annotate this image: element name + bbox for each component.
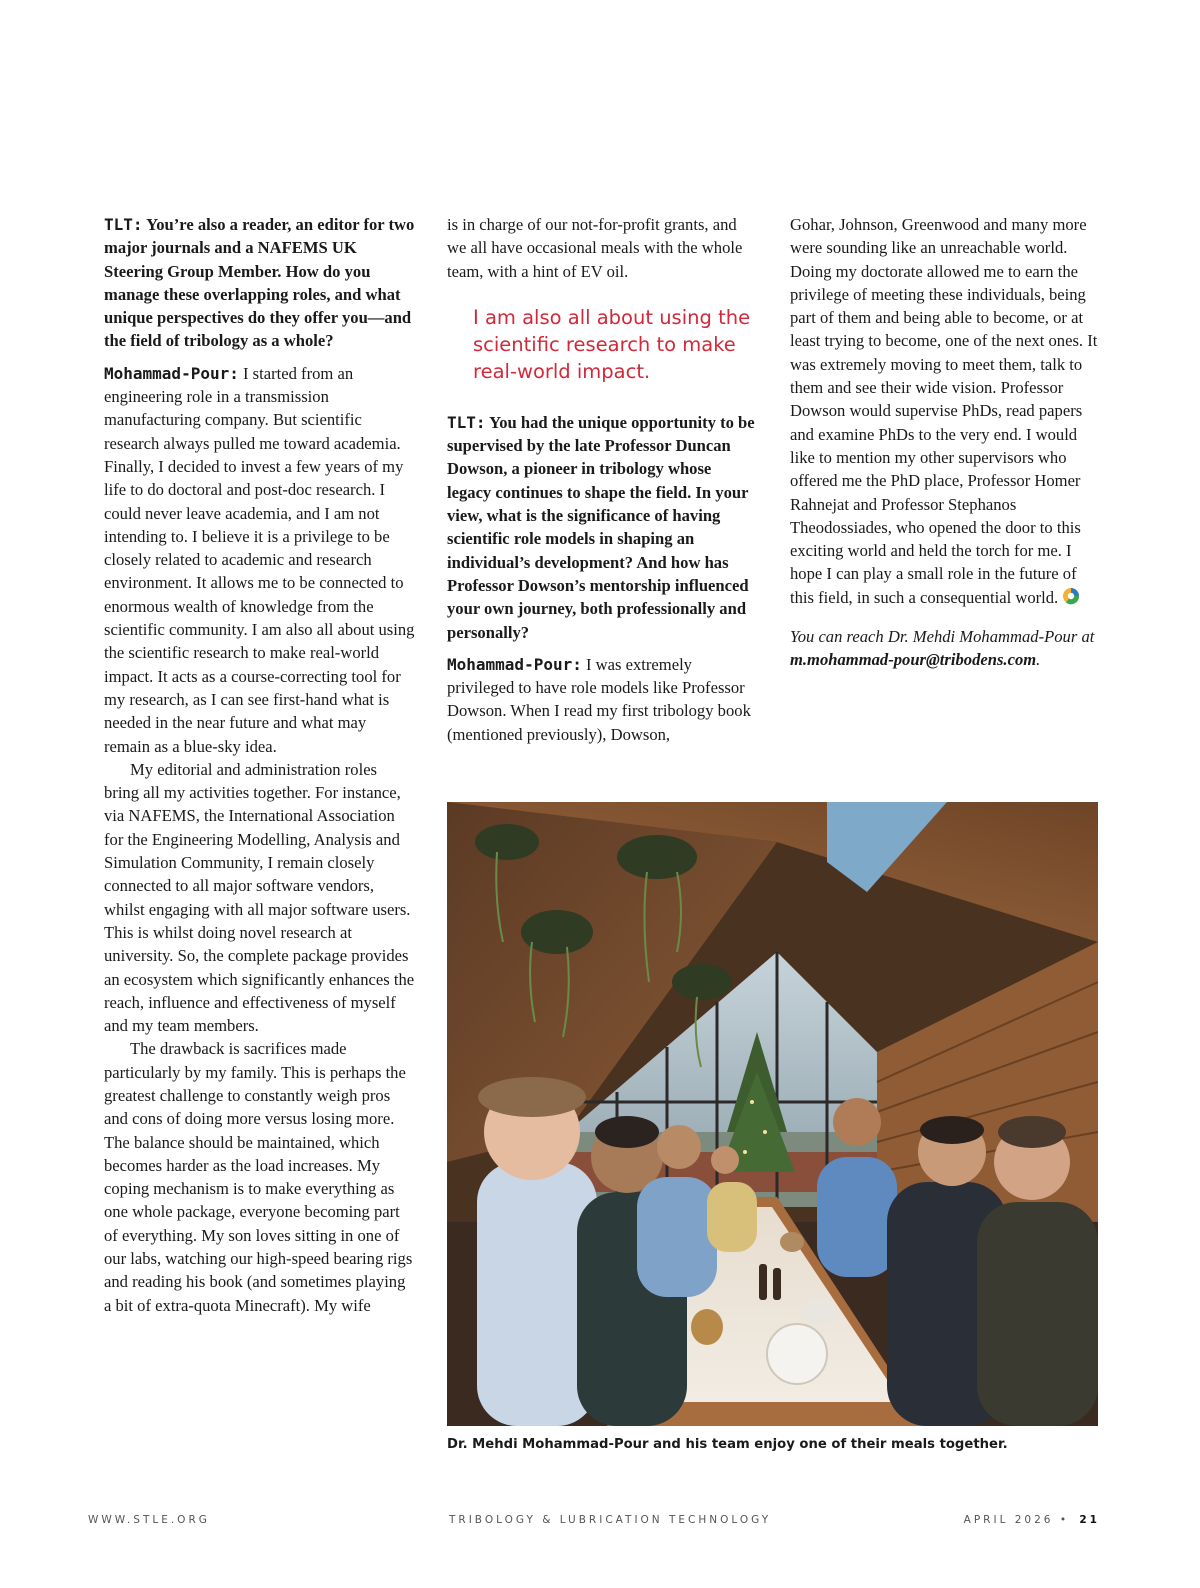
question-text: You had the unique opportunity to be supervised by the late Professor Duncan Dowson, a pioneer in tribology whose legacy continues to shape the field. In your view, what is the significance of having scientific role models in shaping an individual’s development? And how has Professor Dowson’s mentorship influenced your own journey, both professionally and personally? xyxy=(447,412,755,642)
footer-website: WWW.STLE.ORG xyxy=(88,1514,210,1526)
contact-suffix: . xyxy=(1036,650,1041,670)
interview-answer xyxy=(447,653,759,746)
footer-separator: • xyxy=(1059,1514,1070,1526)
body-paragraph: is in charge of our not-for-profit grants, and we all have occasional meals with the whole team, with a hint of EV oil. xyxy=(447,215,743,281)
contact-line xyxy=(790,625,1102,672)
footer-date-page xyxy=(964,1514,1100,1526)
question-text: You’re also a reader, an editor for two major journals and a NAFEMS UK Steering Group Member. How do you manage these overlapping roles, and what unique perspectives do they offer you—and the field of tribology as a whole? xyxy=(104,215,415,351)
end-of-article-icon xyxy=(1062,587,1080,605)
question-tag: TLT: xyxy=(104,215,143,234)
article-column-1 xyxy=(104,213,416,1317)
body-paragraph xyxy=(790,213,1102,609)
interview-answer xyxy=(104,362,416,758)
speaker-label: Mohammad-Pour: xyxy=(104,363,239,383)
body-paragraph: The drawback is sacrifices made particularly by my family. This is perhaps the greatest challenge to constantly weigh pros and cons of doing more versus losing more. The balance should be maintained, which becomes harder as the load increases. My coping mechanism is to make everything as one whole package, everyone becoming part of everything. My son loves sitting in one of our labs, watching our high-speed bearing rigs and reading his book (and sometimes playing a bit of extra-quota Minecraft). My wife xyxy=(104,1039,413,1315)
pull-quote: I am also all about using the scientific research to make real-world impact. xyxy=(473,305,751,383)
page-number: 21 xyxy=(1079,1514,1100,1526)
answer-text: I was extremely privileged to have role models like Professor Dowson. When I read my first tribology book (mentioned previously), Dowson, xyxy=(447,654,751,744)
team-meal-photo xyxy=(447,802,1098,1426)
interview-question xyxy=(104,213,416,353)
contact-prefix: You can reach Dr. Mehdi Mohammad-Pour at xyxy=(790,627,1095,647)
footer-publication: TRIBOLOGY & LUBRICATION TECHNOLOGY xyxy=(449,1514,772,1526)
question-tag: TLT: xyxy=(447,412,486,432)
photo-caption: Dr. Mehdi Mohammad-Pour and his team enjoy one of their meals together. xyxy=(447,1437,1008,1452)
answer-text: I started from an engineering role in a transmission manufacturing company. But scientific research always pulled me toward academia. Finally, I decided to invest a few years of my life to do doctoral and post-doc research. I could never leave academia, and I am not intending to. I believe it is a privilege to be closely related to academic and research environment. It allows me to be connected to enormous wealth of knowledge from the scientific community. I am also all about using the scientific research to make real-world impact. It acts as a course-correcting tool for my research, as I can see first-hand what is needed in the near future and what may remain as a blue-sky idea. xyxy=(104,363,415,756)
body-text: Gohar, Johnson, Greenwood and many more were sounding like an unreachable world. Doing my doctorate allowed me to earn the privilege of meeting these individuals, being part of them and being able to become, or at least trying to become, one of the next ones. It was extremely moving to meet them, talk to them and see their wide vision. Professor Dowson would supervise PhDs, read papers and examine PhDs to the very end. I would like to mention my other supervisors who offered me the PhD place, Professor Homer Rahnejat and Professor Stephanos Theodossiades, who opened the door to this exciting world and held the torch for me. I hope I can play a small role in the future of this field, in such a consequential world. xyxy=(790,215,1098,607)
contact-email-link[interactable]: m.mohammad-pour@tribodens.com xyxy=(790,650,1037,670)
footer-date: APRIL 2026 xyxy=(963,1514,1054,1526)
speaker-label: Mohammad-Pour: xyxy=(447,654,582,674)
body-paragraph: My editorial and administration roles bring all my activities together. For instance, via NAFEMS, the International Association for the Engineering Modelling, Analysis and Simulation Community, I remain closely connected to all major software vendors, whilst engaging with all major software users. This is whilst doing novel research at university. So, the complete package provides an ecosystem which significantly enhances the reach, influence and effectiveness of myself and my team members. xyxy=(104,759,415,1036)
article-column-2 xyxy=(447,213,759,746)
interview-question xyxy=(447,411,759,644)
article-column-3 xyxy=(790,213,1102,672)
